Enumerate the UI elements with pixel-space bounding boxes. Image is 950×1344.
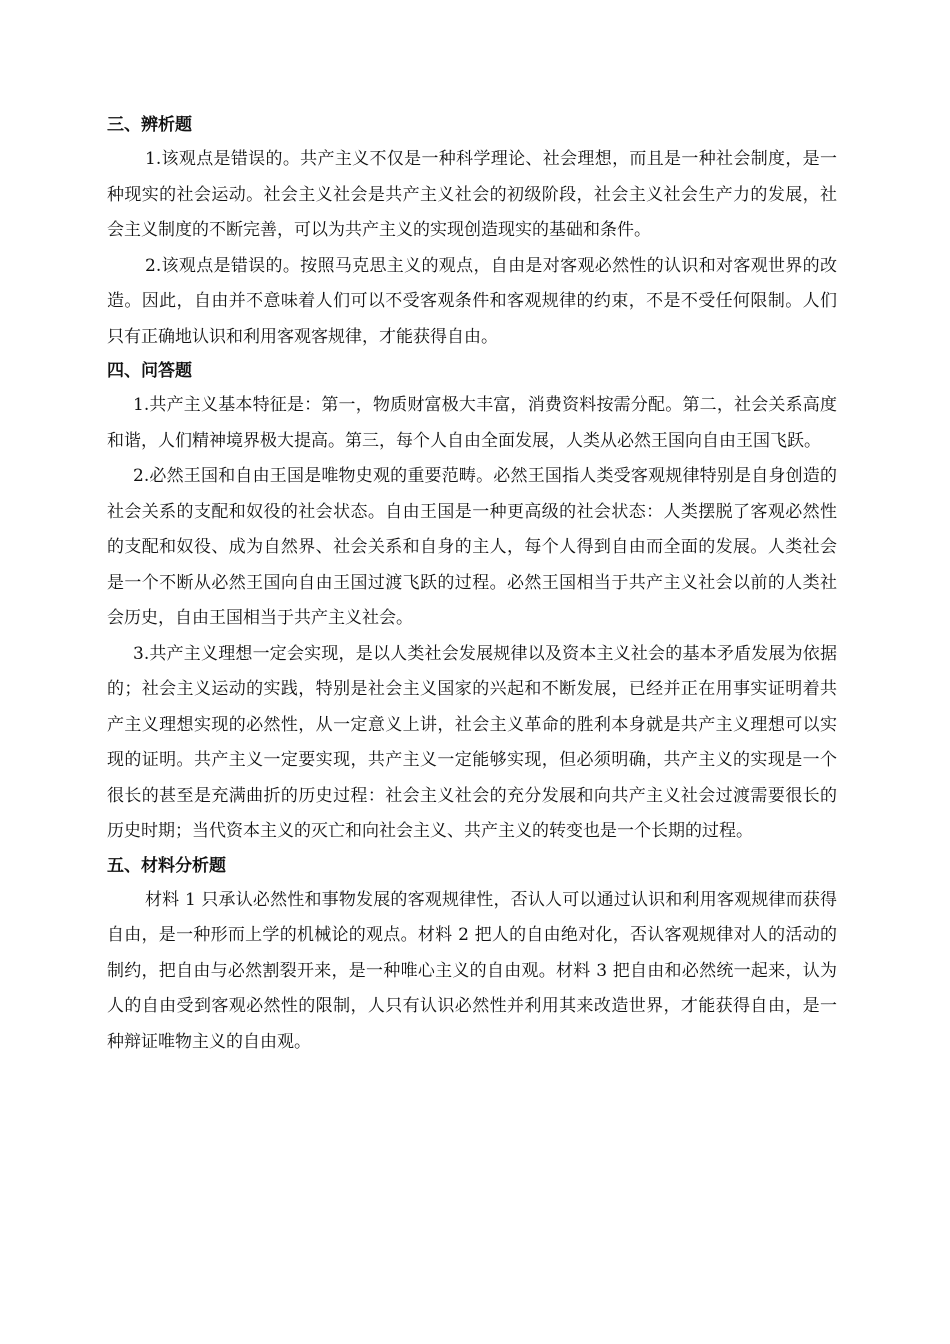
question-answer-2: 2.必然王国和自由王国是唯物史观的重要范畴。必然王国指人类受客观规律特别是自身创造的社会关系的支配和奴役的社会状态。自由王国是一种更高级的社会状态：人类摆脱了客观必然性的支配和奴役、成为自然界、社会关系和自身的主人，每个人得到自由而全面的发展。人类社会是一个不断从必然王国向自由王国过渡飞跃的过程。必然王国相当于共产主义社会以前的人类社会历史，自由王国相当于共产主义社会。 <box>107 466 837 628</box>
section-heading-analysis: 三、辨析题 <box>107 115 192 135</box>
material-analysis-answer: 材料 1 只承认必然性和事物发展的客观规律性，否认人可以通过认识和利用客观规律而获得自由，是一种形而上学的机械论的观点。材料 2 把人的自由绝对化，否认客观规律对人的活动的制约，把自由与必然割裂开来，是一种唯心主义的自由观。材料 3 把自由和必然统一起来，认为人的自由受到客观必然性的限制，人只有认识必然性并利用其来改造世界，才能获得自由，是一种辩证唯物主义的自由观。 <box>107 889 837 1052</box>
analysis-answer-1: 1.该观点是错误的。共产主义不仅是一种科学理论、社会理想，而且是一种社会制度，是一种现实的社会运动。社会主义社会是共产主义社会的初级阶段，社会主义社会生产力的发展，社会主义制度的不断完善，可以为共产主义的实现创造现实的基础和条件。 <box>107 149 837 240</box>
document-body <box>107 109 837 1060</box>
section-heading-questions: 四、问答题 <box>107 361 192 381</box>
question-answer-1: 1.共产主义基本特征是：第一，物质财富极大丰富，消费资料按需分配。第二，社会关系高度和谐，人们精神境界极大提高。第三，每个人自由全面发展，人类从必然王国向自由王国飞跃。 <box>107 395 837 451</box>
section-heading-material: 五、材料分析题 <box>107 855 226 876</box>
question-answer-3: 3.共产主义理想一定会实现，是以人类社会发展规律以及资本主义社会的基本矛盾发展为依据的；社会主义运动的实践，特别是社会主义国家的兴起和不断发展，已经并正在用事实证明着共产主义理想实现的必然性，从一定意义上讲，社会主义革命的胜利本身就是共产主义理想可以实现的证明。共产主义一定要实现，共产主义一定能够实现，但必须明确，共产主义的实现是一个很长的甚至是充满曲折的历史过程：社会主义社会的充分发展和向共产主义社会过渡需要很长的历史时期；当代资本主义的灭亡和向社会主义、共产主义的转变也是一个长期的过程。 <box>107 643 837 841</box>
analysis-answer-2: 2.该观点是错误的。按照马克思主义的观点，自由是对客观必然性的认识和对客观世界的改造。因此，自由并不意味着人们可以不受客观条件和客观规律的约束，不是不受任何限制。人们只有正确地认识和利用客观客规律，才能获得自由。 <box>107 255 837 347</box>
